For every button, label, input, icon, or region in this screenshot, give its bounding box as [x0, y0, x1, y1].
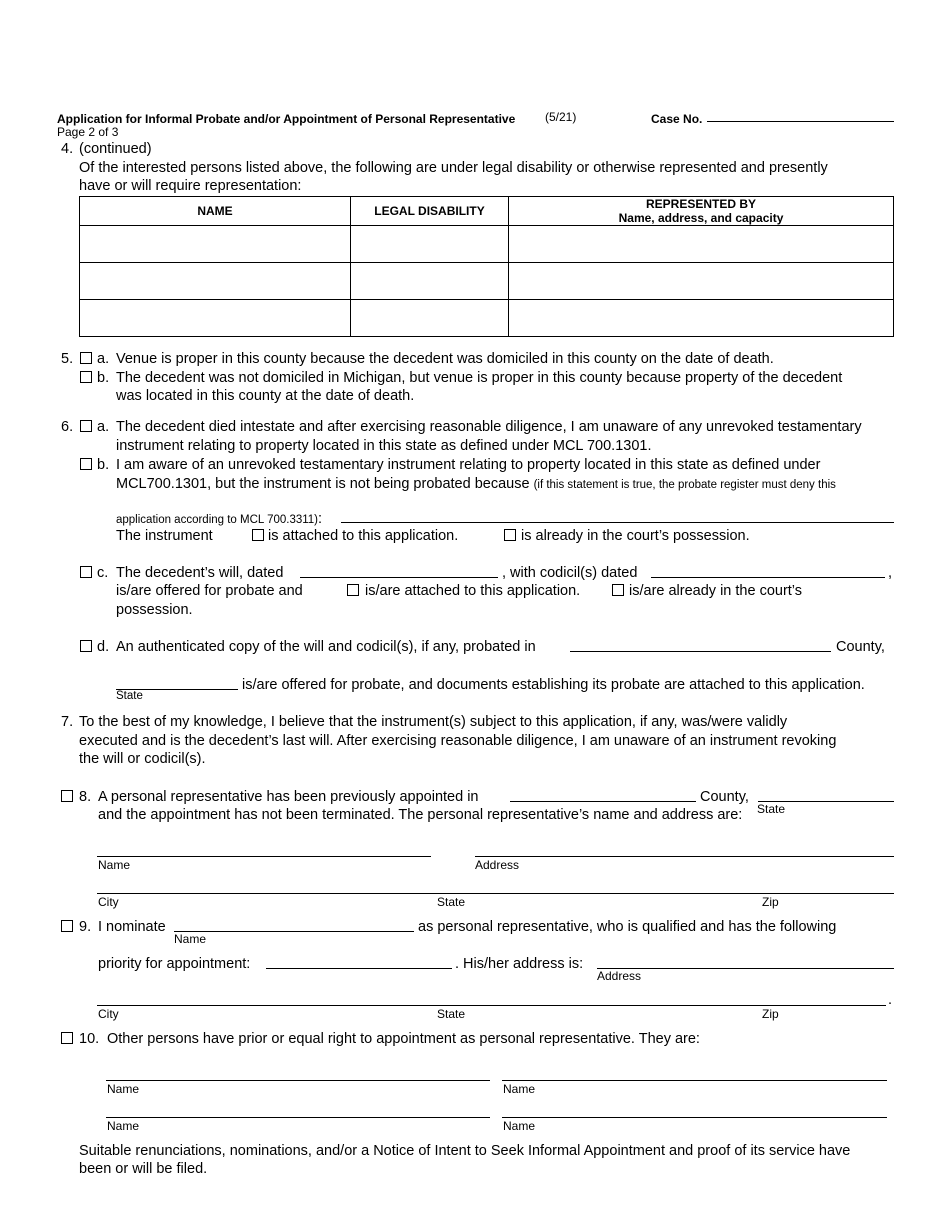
item9-address-label: . His/her address is: [455, 956, 584, 972]
item9-checkbox[interactable] [61, 920, 73, 932]
item10-name-caption-3: Name [107, 1119, 140, 1133]
col-represented-line1: REPRESENTED BY [645, 197, 757, 211]
item10-checkbox[interactable] [61, 1032, 73, 1044]
item10-name-field-2[interactable] [502, 1080, 887, 1081]
item10-name-field-3[interactable] [106, 1117, 490, 1118]
item6b-line3 [116, 510, 322, 528]
item6d-checkbox[interactable] [80, 640, 92, 652]
item9-address-field[interactable] [597, 968, 894, 969]
case-no-label: Case No. [651, 112, 703, 126]
item10-name-caption-2: Name [503, 1082, 536, 1096]
item8-city-caption: City [98, 895, 119, 909]
item6d-label: d. [97, 639, 110, 655]
item9-name-caption: Name [174, 932, 207, 946]
item8-state2-caption: State [437, 895, 466, 909]
item6c-checkbox[interactable] [80, 566, 92, 578]
item6d-county-field[interactable] [570, 651, 831, 652]
item4-line1: Of the interested persons listed above, the following are under legal disability or otherwise represented and presently [79, 160, 828, 176]
item10-name-caption-4: Name [503, 1119, 536, 1133]
item6c-possession-checkbox[interactable] [612, 584, 624, 596]
item7-line3: the will or codicil(s). [79, 751, 206, 767]
item8-name-caption: Name [98, 858, 131, 872]
item9-nominate: I nominate [98, 919, 166, 935]
item8-name-field[interactable] [97, 856, 431, 857]
item5b-line2: was located in this county at the date of death. [116, 388, 415, 404]
item7-number: 7. [61, 714, 74, 730]
item8-city-field[interactable] [97, 893, 894, 894]
item8-county-field[interactable] [510, 801, 696, 802]
item6b-note-cont: application according to MCL 700.3311) [116, 514, 319, 526]
table-cell[interactable] [509, 226, 894, 263]
item6c-possession-label: is/are already in the court’s [629, 583, 803, 599]
item8-address-caption: Address [475, 858, 520, 872]
item10-number: 10. [79, 1031, 100, 1047]
codicil-date-field[interactable] [651, 577, 885, 578]
form-revision: (5/21) [545, 110, 577, 124]
item6b-line2-text: MCL700.1301, but the instrument is not being probated because [116, 476, 530, 492]
col-represented-line2: Name, address, and capacity [618, 211, 784, 225]
item6b-attached-label: is attached to this application. [268, 528, 459, 544]
item6d-line2: is/are offered for probate, and documents establishing its probate are attached to this application. [242, 677, 865, 693]
item6b-instrument-label: The instrument [116, 528, 213, 544]
item5b-checkbox[interactable] [80, 371, 92, 383]
item6c-line3: possession. [116, 602, 193, 618]
item6a-label: a. [97, 419, 110, 435]
represented-persons-table [79, 196, 894, 337]
item5a-checkbox[interactable] [80, 352, 92, 364]
item8-number: 8. [79, 789, 92, 805]
item10-name-caption-1: Name [107, 1082, 140, 1096]
item8-text1: A personal representative has been previously appointed in [98, 789, 479, 805]
table-row [80, 300, 894, 337]
item9-city-field[interactable] [97, 1005, 886, 1006]
item9-text: as personal representative, who is qualified and has the following [418, 919, 837, 935]
item6c-attached-label: is/are attached to this application. [365, 583, 581, 599]
item9-zip-caption: Zip [762, 1007, 779, 1021]
table-cell[interactable] [80, 300, 351, 337]
table-cell[interactable] [509, 263, 894, 300]
item6d-county-label: County, [836, 639, 885, 655]
item8-address-field[interactable] [475, 856, 894, 857]
table-cell[interactable] [351, 263, 509, 300]
item5a-text: Venue is proper in this county because the decedent was domiciled in this county on the date of death. [116, 351, 774, 367]
item6b-line1: I am aware of an unrevoked testamentary instrument relating to property located in this state as defined under [116, 457, 821, 473]
item8-state-caption: State [757, 802, 786, 816]
footer-line1: Suitable renunciations, nominations, and/or a Notice of Intent to Seek Informal Appointment and proof of its service have [79, 1143, 851, 1159]
item9-name-field[interactable] [174, 931, 414, 932]
table-row [80, 226, 894, 263]
item10-text: Other persons have prior or equal right to appointment as personal representative. They are: [107, 1031, 700, 1047]
item7-line2: executed and is the decedent’s last will. After exercising reasonable diligence, I am unaware of an instrument revoking [79, 733, 837, 749]
item4-line2: have or will require representation: [79, 178, 302, 194]
item6b-possession-checkbox[interactable] [504, 529, 516, 541]
item6b-attached-checkbox[interactable] [252, 529, 264, 541]
item6c-text2: , with codicil(s) dated [502, 565, 638, 581]
item5b-line1: The decedent was not domiciled in Michigan, but venue is proper in this county because property of the decedent [116, 370, 843, 386]
item5-number: 5. [61, 351, 74, 367]
item6b-possession-label: is already in the court’s possession. [521, 528, 750, 544]
item5b-label: b. [97, 370, 110, 386]
item4-number: 4. [61, 141, 74, 157]
item9-priority-label: priority for appointment: [98, 956, 251, 972]
item6c-text1: The decedent’s will, dated [116, 565, 284, 581]
item6-number: 6. [61, 419, 74, 435]
col-name-header: NAME [80, 197, 351, 226]
item9-address-caption: Address [597, 969, 642, 983]
item6c-label: c. [97, 565, 109, 581]
page-number: Page 2 of 3 [57, 125, 119, 139]
item8-zip-caption: Zip [762, 895, 779, 909]
item6b-label: b. [97, 457, 110, 473]
item9-number: 9. [79, 919, 92, 935]
table-cell[interactable] [80, 263, 351, 300]
table-cell[interactable] [351, 226, 509, 263]
item8-checkbox[interactable] [61, 790, 73, 802]
item10-name-field-1[interactable] [106, 1080, 490, 1081]
item6b-reason-field[interactable] [341, 522, 894, 523]
item6b-line2 [116, 475, 836, 493]
table-cell[interactable] [80, 226, 351, 263]
col-disability-header: LEGAL DISABILITY [351, 197, 509, 226]
table-cell[interactable] [509, 300, 894, 337]
item6c-comma: , [888, 565, 893, 581]
item6c-line2: is/are offered for probate and [116, 583, 303, 599]
item9-priority-field[interactable] [266, 968, 452, 969]
item6b-checkbox[interactable] [80, 458, 92, 470]
item4-continued: (continued) [79, 141, 152, 157]
item6c-attached-checkbox[interactable] [347, 584, 359, 596]
col-represented-header [509, 197, 894, 226]
item6b-colon: : [318, 511, 323, 527]
item9-state-caption: State [437, 1007, 466, 1021]
item6d-state-caption: State [116, 690, 143, 702]
item8-county-label: County, [700, 789, 749, 805]
will-date-field[interactable] [300, 577, 498, 578]
item10-name-field-4[interactable] [502, 1117, 887, 1118]
item7-line1: To the best of my knowledge, I believe that the instrument(s) subject to this application, if any, was/were validly [79, 714, 788, 730]
item9-period: . [888, 992, 893, 1008]
item6d-text: An authenticated copy of the will and codicil(s), if any, probated in [116, 639, 536, 655]
item8-line2: and the appointment has not been terminated. The personal representative’s name and address are: [98, 807, 743, 823]
item9-city-caption: City [98, 1007, 119, 1021]
table-row [80, 263, 894, 300]
footer-line2: been or will be filed. [79, 1161, 208, 1177]
item6a-checkbox[interactable] [80, 420, 92, 432]
item5a-label: a. [97, 351, 110, 367]
item6a-line1: The decedent died intestate and after exercising reasonable diligence, I am unaware of any unrevoked testamentary [116, 419, 862, 435]
table-cell[interactable] [351, 300, 509, 337]
case-no-field[interactable] [707, 121, 894, 122]
form-title: Application for Informal Probate and/or Appointment of Personal Representative [57, 112, 516, 126]
item6b-note: (if this statement is true, the probate register must deny this [533, 479, 836, 491]
item6a-line2: instrument relating to property located in this state as defined under MCL 700.1301. [116, 438, 652, 454]
